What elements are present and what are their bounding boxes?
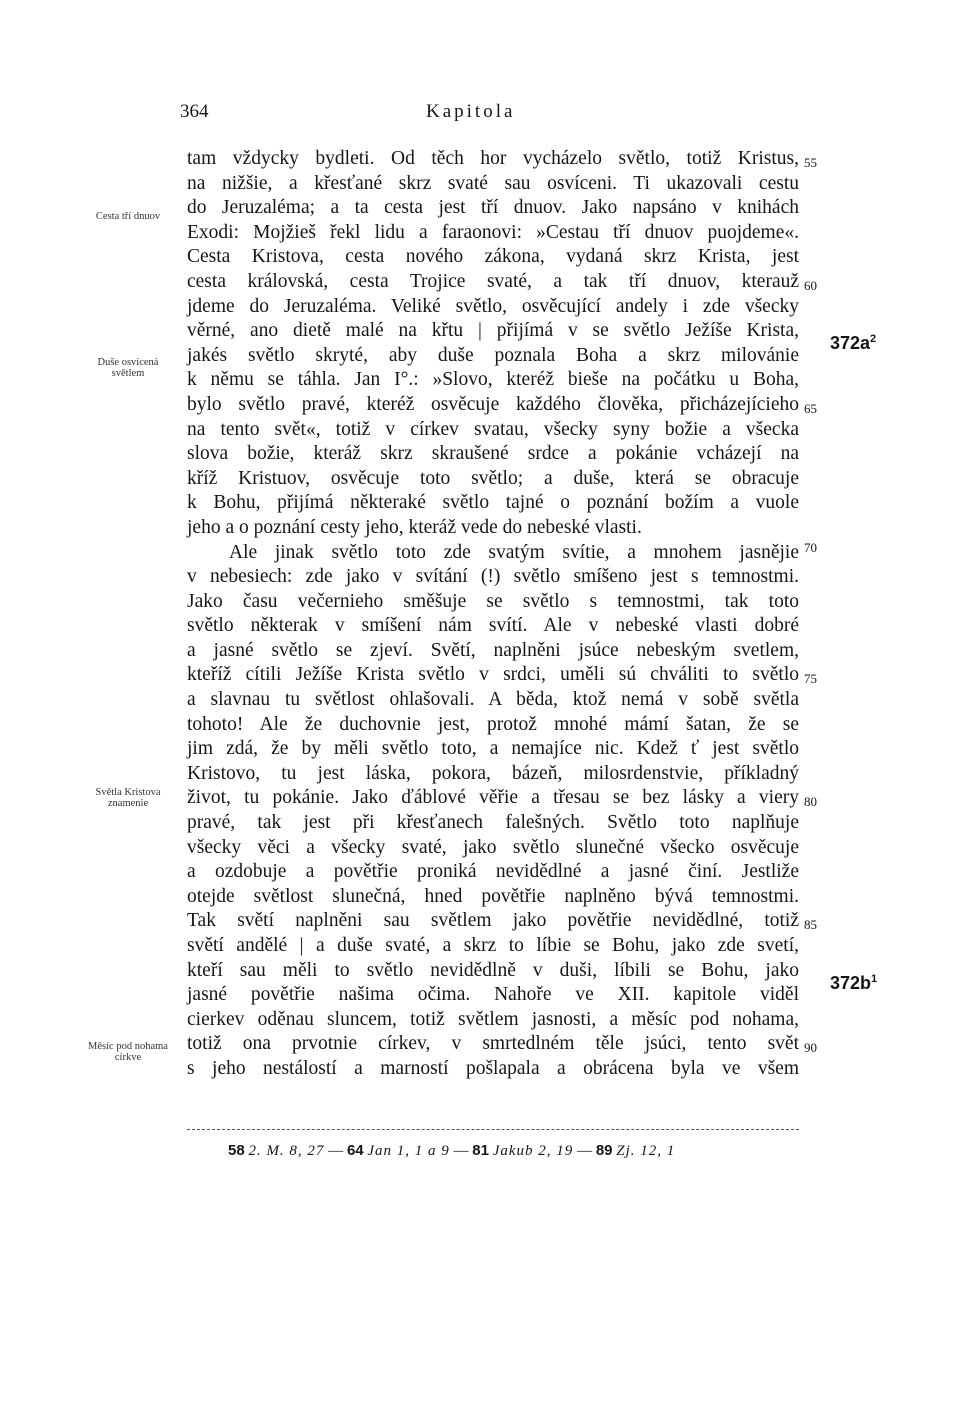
text-line: věrné, ano dietě malé na křtu | přijímá v se světlo Ježíše Krista, [187, 320, 799, 342]
text-line: a ozdobuje a povětřie proniká nevidědlné a jasné činí. Jestliže [187, 861, 799, 883]
text-line: v nebesiech: zde jako v svítání (!) světlo smíšeno jest s temnostmi. [187, 566, 799, 588]
footnote-reference: Jakub 2, 19 [492, 1143, 574, 1159]
text-line: Tak světí naplněni sau světlem jako povětřie nevidědlné, totiž [187, 910, 799, 932]
text-line: tam vždycky bydleti. Od těch hor vycházelo světlo, totiž Kristus, [187, 148, 799, 169]
text-line: Cesta Kristova, cesta nového zákona, vydaná skrz Krista, jest [187, 246, 799, 268]
text-line: kříž Kristuov, osvěcuje toto světlo; a duše, která se obracuje [187, 467, 799, 489]
text-line: Exodi: Mojžieš řekl lidu a faraonovi: »Cestau tří dnuov puojdeme«. [187, 221, 799, 243]
text-line: a jasné světlo se zjeví. Světí, naplněni jsúce nebeským svetlem, [187, 639, 799, 661]
text-line: světlo některak v smíšení nám svítí. Ale v nebeské vlasti dobré [187, 615, 799, 637]
text-line: Kristovo, tu jest láska, pokora, bázeň, milosrdenstvie, příkladný [187, 762, 799, 784]
text-line: totiž ona prvotnie církev, v smrtedlném těle jsúci, tento svět [187, 1033, 799, 1055]
footnote-reference: Zj. 12, 1 [616, 1143, 676, 1159]
text-line: s jeho nestálostí a marností pošlapala a obrácena byla ve všem [187, 1057, 799, 1079]
text-line: bylo světlo pravé, kteréž osvěcuje každého člověka, přicházejícieho [187, 393, 799, 415]
text-line: do Jeruzaléma; a ta cesta jest tří dnuov. Jako napsáno v knihách [187, 197, 799, 219]
line-number: 60 [804, 278, 817, 293]
text-line: světí andělé | a duše svaté, a skrz to líbie se Bohu, jako zde svetí, [187, 935, 799, 956]
text-line: cierkev oděnau sluncem, totiž světlem jasnosti, a měsíc pod nohama, [187, 1008, 799, 1030]
footnote-separator: — [453, 1143, 473, 1159]
line-number: 80 [804, 794, 817, 809]
page-number: 364 [180, 101, 209, 122]
line-number: 65 [804, 401, 817, 416]
text-line: jeho a o poznání cesty jeho, kteráž vede do nebeské vlasti. [187, 516, 642, 538]
text-line: Ale jinak světlo toto zde svatým svítie, a mnohem jasnějie [229, 541, 799, 563]
text-line: k němu se táhla. Jan I°.: »Slovo, kteréž bieše na počátku u Boha, [187, 369, 799, 391]
footnote-reference: 2. M. 8, 27 [248, 1143, 325, 1159]
text-line: život, tu pokánie. Jako ďáblové věřie a třesau se bez lásky a viery [187, 787, 799, 809]
running-title: Kapitola [426, 101, 516, 122]
text-line: jakés světlo skryté, aby duše poznala Boha a skrz milovánie [187, 344, 799, 366]
line-number: 90 [804, 1040, 817, 1055]
footnote-separator: — [328, 1143, 347, 1159]
text-line: jasné povětřie našima očima. Nahoře ve XII. kapitole viděl [187, 984, 799, 1006]
body-text [187, 147, 799, 1082]
marginal-reference: $372a^2$ [830, 333, 877, 353]
side-note: Měsíc pod nohama církve [88, 1041, 168, 1063]
footnotes [228, 1142, 675, 1160]
text-line: kteří sau měli to světlo nevidědlně v duši, líbili se Bohu, jako [187, 959, 799, 981]
text-line: tohoto! Ale že duchovnie jest, protož mnohé mámí šatan, že se [187, 713, 799, 735]
text-line: cesta královská, cesta Trojice svaté, a tak tří dnuov, kterauž [187, 270, 799, 292]
footnote-divider [187, 1129, 799, 1130]
footnote-separator: — [577, 1143, 596, 1159]
text-line: kteříž cítili Ježíše Krista světlo v srdci, uměli sú chváliti to světlo [187, 664, 799, 686]
text-line: a slavnau tu světlost ohlašovali. A běda, ktož nemá v sobě světla [187, 689, 799, 711]
line-number: 70 [804, 540, 817, 555]
text-line: Jako času večernieho směšuje se světlo s temnostmi, tak toto [187, 590, 799, 612]
footnote-number: 89 [595, 1142, 613, 1159]
footnote-number: 64 [346, 1142, 364, 1159]
text-line: na nižšie, a křesťané skrz svaté sau osvíceni. Ti ukazovali cestu [187, 172, 799, 194]
line-number: 55 [804, 155, 817, 170]
text-line: na tento svět«, totiž v církev svatau, všecky syny božie a všecka [187, 418, 799, 440]
side-note: Cesta tří dnuov [95, 211, 161, 222]
footnote-reference: Jan 1, 1 a 9 [367, 1143, 450, 1159]
text-line: jdeme do Jeruzaléma. Veliké světlo, osvěcující andely i zde všecky [187, 295, 799, 317]
footnote-number: 58 [228, 1142, 245, 1159]
text-line: jim zdá, že by měli světlo toto, a nemajíce nic. Kdež ť jest světlo [187, 738, 799, 760]
footnote-number: 81 [472, 1142, 489, 1159]
side-note: Duše osvícená světlem [97, 357, 159, 379]
text-line: pravé, tak jest při křesťanech falešných. Světlo toto naplňuje [187, 812, 799, 834]
text-line: otejde světlost slunečná, hned povětřie naplněno bývá temnostmi. [187, 885, 799, 907]
text-line: slova božie, kteráž skrz skraušené srdce a pokánie vcházejí na [187, 443, 799, 465]
side-note: Světla Kristova znamenie [95, 787, 161, 809]
marginal-reference: $372b^1$ [830, 973, 878, 993]
text-line: k Bohu, přijímá některaké světlo tajné o poznání božím a vuole [187, 492, 799, 514]
line-number: 75 [804, 671, 817, 686]
line-number: 85 [804, 917, 817, 932]
text-line: všecky věci a všecky svaté, jako světlo slunečné všecko osvěcuje [187, 836, 799, 858]
